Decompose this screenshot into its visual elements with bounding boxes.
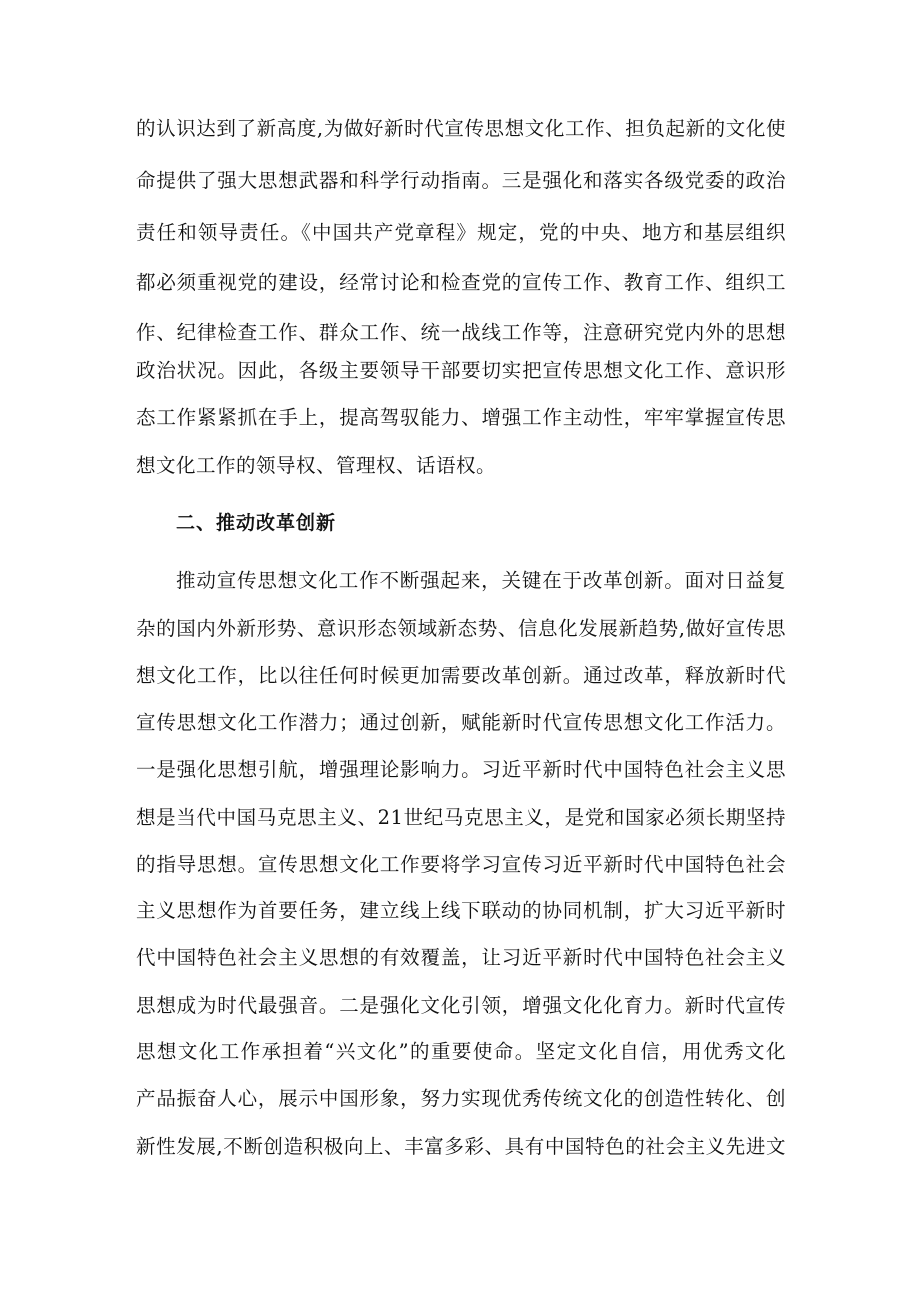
paragraph-2-line: 宣传思想文化工作潜力；通过创新，赋能新时代宣传思想文化工作活力。 bbox=[136, 711, 786, 734]
paragraph-2-line: 主义思想作为首要任务，建立线上线下联动的协同机制，扩大习近平新时 bbox=[136, 899, 786, 922]
paragraph-2-line: 杂的国内外新形势、意识形态领域新态势、信息化发展新趋势,做好宣传思 bbox=[136, 617, 786, 640]
paragraph-2-line: 想是当代中国马克思主义、21世纪马克思主义，是党和国家必须长期坚持 bbox=[136, 806, 786, 829]
paragraph-1-line: 政治状况。因此，各级主要领导干部要切实把宣传思想文化工作、意识形 bbox=[136, 359, 786, 382]
paragraph-2-line: 思想文化工作承担着“兴文化”的重要使命。坚定文化自信，用优秀文化 bbox=[136, 1040, 786, 1063]
paragraph-1-line: 作、纪律检查工作、群众工作、统一战线工作等，注意研究党内外的思想 bbox=[136, 321, 786, 344]
paragraph-1-line: 责任和领导责任。《中国共产党章程》规定，党的中央、地方和基层组织 bbox=[136, 221, 786, 244]
paragraph-1-line: 的认识达到了新高度,为做好新时代宣传思想文化工作、担负起新的文化使 bbox=[136, 117, 786, 140]
paragraph-2-line: 代中国特色社会主义思想的有效覆盖，让习近平新时代中国特色社会主义 bbox=[136, 946, 786, 969]
paragraph-2-line: 想文化工作，比以往任何时候更加需要改革创新。通过改革，释放新时代 bbox=[136, 664, 786, 687]
paragraph-1-line: 想文化工作的领导权、管理权、话语权。 bbox=[136, 454, 497, 477]
paragraph-2-line: 产品振奋人心，展示中国形象，努力实现优秀传统文化的创造性转化、创 bbox=[136, 1087, 786, 1110]
paragraph-2-line: 推动宣传思想文化工作不断强起来，关键在于改革创新。面对日益复 bbox=[176, 569, 786, 592]
paragraph-1-line: 命提供了强大思想武器和科学行动指南。三是强化和落实各级党委的政治 bbox=[136, 169, 786, 192]
paragraph-2-line: 一是强化思想引航，增强理论影响力。习近平新时代中国特色社会主义思 bbox=[136, 758, 786, 781]
paragraph-1-line: 都必须重视党的建设，经常讨论和检查党的宣传工作、教育工作、组织工 bbox=[136, 271, 786, 294]
paragraph-2-line: 思想成为时代最强音。二是强化文化引领，增强文化化育力。新时代宣传 bbox=[136, 994, 786, 1017]
section-heading: 二、推动改革创新 bbox=[176, 512, 337, 534]
paragraph-2-line: 的指导思想。宣传思想文化工作要将学习宣传习近平新时代中国特色社会 bbox=[136, 853, 786, 876]
paragraph-1-line: 态工作紧紧抓在手上，提高驾驭能力、增强工作主动性，牢牢掌握宣传思 bbox=[136, 406, 786, 429]
paragraph-2-line: 新性发展,不断创造积极向上、丰富多彩、具有中国特色的社会主义先进文 bbox=[136, 1135, 786, 1158]
